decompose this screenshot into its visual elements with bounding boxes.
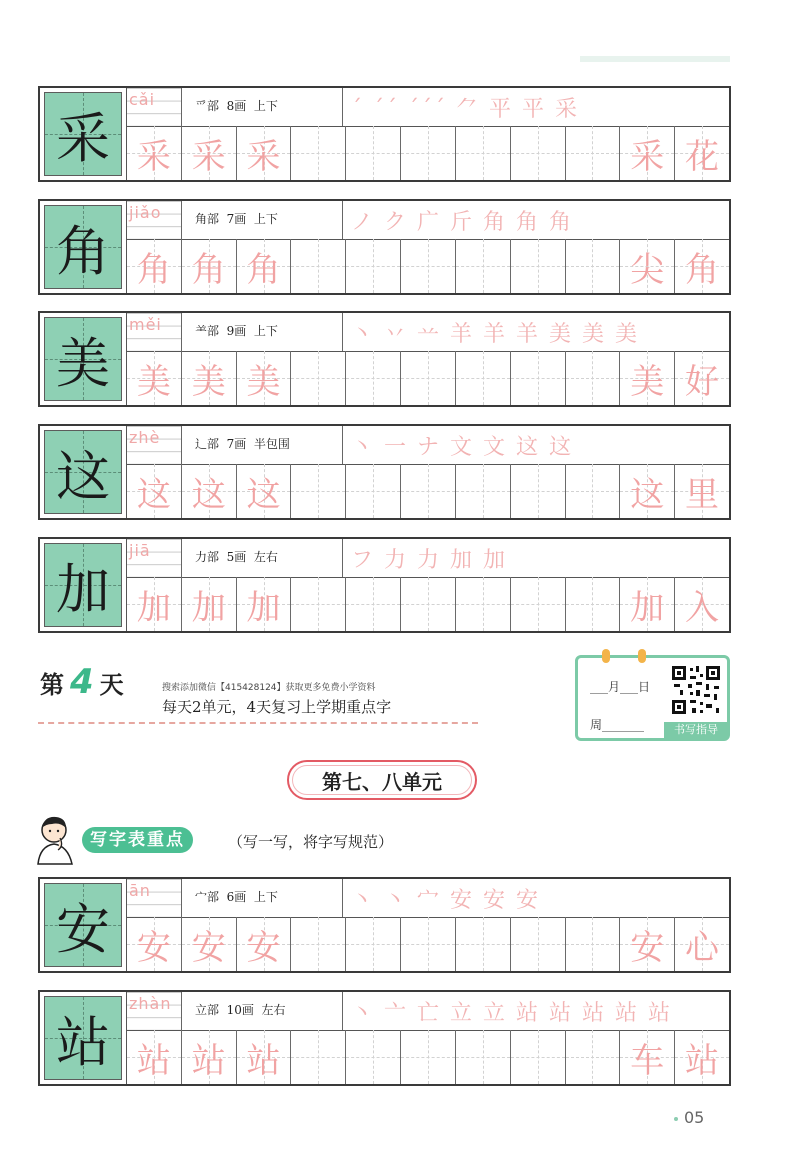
practice-cell[interactable] xyxy=(291,1030,346,1084)
model-char: 角 xyxy=(56,219,110,283)
writing-guide-label[interactable]: 书写指导 xyxy=(664,722,728,738)
practice-cell[interactable] xyxy=(566,239,621,293)
header-decoration xyxy=(580,56,730,62)
day-number: 4 xyxy=(70,662,94,702)
model-char-box xyxy=(44,543,122,627)
practice-cell[interactable] xyxy=(566,464,621,518)
practice-cell[interactable] xyxy=(511,917,566,971)
qr-code-icon[interactable] xyxy=(670,664,722,716)
practice-cell[interactable] xyxy=(566,917,621,971)
pinyin-box xyxy=(127,426,182,464)
practice-cell[interactable] xyxy=(566,1030,621,1084)
practice-cell[interactable] xyxy=(346,351,401,405)
practice-cell[interactable]: 站 xyxy=(237,1030,292,1084)
day-label-post: 天 xyxy=(99,671,124,699)
practice-row xyxy=(127,239,729,293)
model-char: 采 xyxy=(56,106,110,170)
practice-cell[interactable]: 美 xyxy=(182,351,237,405)
practice-cell[interactable] xyxy=(511,351,566,405)
pinyin: cǎi xyxy=(129,90,156,109)
practice-row xyxy=(127,126,729,180)
pinyin-box xyxy=(127,879,182,917)
practice-cell[interactable]: 采 xyxy=(237,126,292,180)
stroke-sequence: 丶 一 ナ 文 文 这 这 xyxy=(351,435,573,460)
practice-cell[interactable] xyxy=(346,126,401,180)
stroke-order xyxy=(342,88,729,126)
model-char-box xyxy=(44,996,122,1080)
practice-cell[interactable] xyxy=(566,351,621,405)
practice-cell[interactable]: 角 xyxy=(675,239,729,293)
practice-cell[interactable] xyxy=(401,577,456,631)
stroke-sequence: 丶 丷 䒑 羊 羊 羊 美 美 美 xyxy=(351,322,639,347)
practice-cell[interactable] xyxy=(456,917,511,971)
practice-cell[interactable]: 站 xyxy=(182,1030,237,1084)
practice-cell[interactable]: 加 xyxy=(182,577,237,631)
practice-cell[interactable]: 角 xyxy=(237,239,292,293)
pinyin: ān xyxy=(129,881,151,900)
radical-info: ⺷部 9画 上下 xyxy=(195,324,278,338)
pinyin: jiǎo xyxy=(129,203,162,222)
practice-cell[interactable] xyxy=(346,239,401,293)
stroke-sequence: フ 力 力 加 加 xyxy=(351,548,507,573)
practice-row xyxy=(127,1030,729,1084)
practice-cell[interactable] xyxy=(401,1030,456,1084)
practice-row xyxy=(127,464,729,518)
practice-cell[interactable] xyxy=(566,577,621,631)
binder-tab-icon xyxy=(638,649,646,663)
practice-cell[interactable] xyxy=(456,1030,511,1084)
practice-cell[interactable] xyxy=(401,351,456,405)
practice-cell[interactable]: 美 xyxy=(237,351,292,405)
divider xyxy=(38,722,478,724)
practice-cell[interactable] xyxy=(456,126,511,180)
model-char: 安 xyxy=(56,897,110,961)
date-field[interactable]: ___月___日 xyxy=(590,680,651,694)
section-note: （写一写，将字写规范） xyxy=(228,833,394,851)
practice-cell[interactable] xyxy=(401,464,456,518)
practice-cell[interactable] xyxy=(291,577,346,631)
practice-cell[interactable]: 站 xyxy=(675,1030,729,1084)
stroke-order xyxy=(342,426,729,464)
practice-cell[interactable]: 站 xyxy=(127,1030,182,1084)
char-block-3 xyxy=(38,311,731,407)
practice-cell[interactable]: 加 xyxy=(127,577,182,631)
model-char: 加 xyxy=(56,557,110,621)
pinyin-box xyxy=(127,88,182,126)
practice-cell[interactable]: 美 xyxy=(127,351,182,405)
practice-cell[interactable] xyxy=(511,577,566,631)
char-block-6 xyxy=(38,877,731,973)
stroke-order xyxy=(342,879,729,917)
stroke-sequence: 丶 亠 亡 立 立 站 站 站 站 站 xyxy=(351,1001,672,1026)
weekday-field[interactable]: 周_______ xyxy=(590,718,645,732)
practice-cell[interactable] xyxy=(456,239,511,293)
practice-row xyxy=(127,351,729,405)
practice-cell[interactable]: 采 xyxy=(182,126,237,180)
stroke-sequence: ´ ´´ ´´´ ⺈ 平 平 采 xyxy=(351,97,579,122)
practice-cell[interactable]: 安 xyxy=(127,917,182,971)
practice-cell[interactable]: 角 xyxy=(127,239,182,293)
char-block-4 xyxy=(38,424,731,520)
boy-thinking-icon xyxy=(30,814,80,866)
section-badge: 写字表重点 xyxy=(82,827,193,853)
practice-cell[interactable] xyxy=(346,1030,401,1084)
practice-cell[interactable] xyxy=(401,126,456,180)
practice-cell[interactable] xyxy=(511,239,566,293)
practice-cell[interactable] xyxy=(346,464,401,518)
radical-info: 角部 7画 上下 xyxy=(195,212,278,226)
practice-cell[interactable] xyxy=(566,126,621,180)
char-block-7 xyxy=(38,990,731,1086)
model-char: 美 xyxy=(56,331,110,395)
practice-cell[interactable]: 角 xyxy=(182,239,237,293)
practice-cell[interactable]: 加 xyxy=(620,577,675,631)
day-title xyxy=(40,662,124,702)
practice-cell[interactable]: 安 xyxy=(237,917,292,971)
practice-cell[interactable] xyxy=(346,577,401,631)
day-label-pre: 第 xyxy=(40,671,64,699)
practice-cell[interactable]: 安 xyxy=(620,917,675,971)
radical-info: 宀部 6画 上下 xyxy=(195,890,278,904)
practice-cell[interactable] xyxy=(291,126,346,180)
practice-cell[interactable] xyxy=(456,577,511,631)
practice-cell[interactable]: 花 xyxy=(675,126,729,180)
practice-cell[interactable] xyxy=(291,464,346,518)
practice-cell[interactable]: 这 xyxy=(182,464,237,518)
practice-cell[interactable] xyxy=(511,1030,566,1084)
practice-cell[interactable] xyxy=(401,239,456,293)
stroke-order xyxy=(342,992,729,1030)
practice-cell[interactable] xyxy=(511,464,566,518)
model-char-box xyxy=(44,430,122,514)
model-char-box xyxy=(44,317,122,401)
practice-cell[interactable]: 这 xyxy=(237,464,292,518)
page-number: 05 xyxy=(674,1108,704,1127)
model-char-box xyxy=(44,205,122,289)
model-char: 这 xyxy=(56,444,110,508)
practice-cell[interactable] xyxy=(511,126,566,180)
practice-cell[interactable] xyxy=(346,917,401,971)
practice-cell[interactable] xyxy=(456,351,511,405)
char-block-5 xyxy=(38,537,731,633)
practice-cell[interactable]: 这 xyxy=(127,464,182,518)
stroke-order xyxy=(342,539,729,577)
pinyin-box xyxy=(127,992,182,1030)
practice-cell[interactable]: 采 xyxy=(620,126,675,180)
practice-cell[interactable] xyxy=(401,917,456,971)
radical-info: 立部 10画 左右 xyxy=(195,1003,286,1017)
radical-info: 力部 5画 左右 xyxy=(195,550,278,564)
model-char-box xyxy=(44,883,122,967)
model-char-box xyxy=(44,92,122,176)
radical-info: 辶部 7画 半包围 xyxy=(195,437,290,451)
practice-cell[interactable] xyxy=(291,351,346,405)
practice-cell[interactable]: 里 xyxy=(675,464,729,518)
char-block-1 xyxy=(38,86,731,182)
pinyin: měi xyxy=(129,315,162,334)
practice-cell[interactable]: 采 xyxy=(127,126,182,180)
practice-cell[interactable]: 车 xyxy=(620,1030,675,1084)
practice-cell[interactable]: 这 xyxy=(620,464,675,518)
practice-cell[interactable]: 尖 xyxy=(620,239,675,293)
practice-cell[interactable]: 入 xyxy=(675,577,729,631)
practice-cell[interactable]: 安 xyxy=(182,917,237,971)
stroke-sequence: 丶 丶 宀 安 安 安 xyxy=(351,888,540,913)
practice-cell[interactable]: 心 xyxy=(675,917,729,971)
pinyin-box xyxy=(127,539,182,577)
practice-cell[interactable] xyxy=(291,239,346,293)
pinyin: jiā xyxy=(129,541,151,560)
pinyin-box xyxy=(127,201,182,239)
radical-info: 爫部 8画 上下 xyxy=(195,99,278,113)
practice-row xyxy=(127,577,729,631)
unit-title: 第七、八单元 xyxy=(287,760,477,800)
practice-row xyxy=(127,917,729,971)
stroke-sequence: ノ ク 广 斤 角 角 角 xyxy=(351,210,573,235)
stroke-order xyxy=(342,201,729,239)
char-block-2 xyxy=(38,199,731,295)
practice-cell[interactable] xyxy=(456,464,511,518)
model-char: 站 xyxy=(56,1010,110,1074)
day-subtitle: 每天2单元，4天复习上学期重点字 xyxy=(162,698,392,716)
practice-cell[interactable]: 好 xyxy=(675,351,729,405)
practice-cell[interactable]: 美 xyxy=(620,351,675,405)
pinyin: zhè xyxy=(129,428,161,447)
practice-cell[interactable] xyxy=(291,917,346,971)
pinyin: zhàn xyxy=(129,994,172,1013)
date-card xyxy=(575,655,730,741)
promo-tip: 搜索添加微信【415428124】获取更多免费小学资料 xyxy=(162,683,376,693)
practice-cell[interactable]: 加 xyxy=(237,577,292,631)
stroke-order xyxy=(342,313,729,351)
binder-tab-icon xyxy=(602,649,610,663)
pinyin-box xyxy=(127,313,182,351)
